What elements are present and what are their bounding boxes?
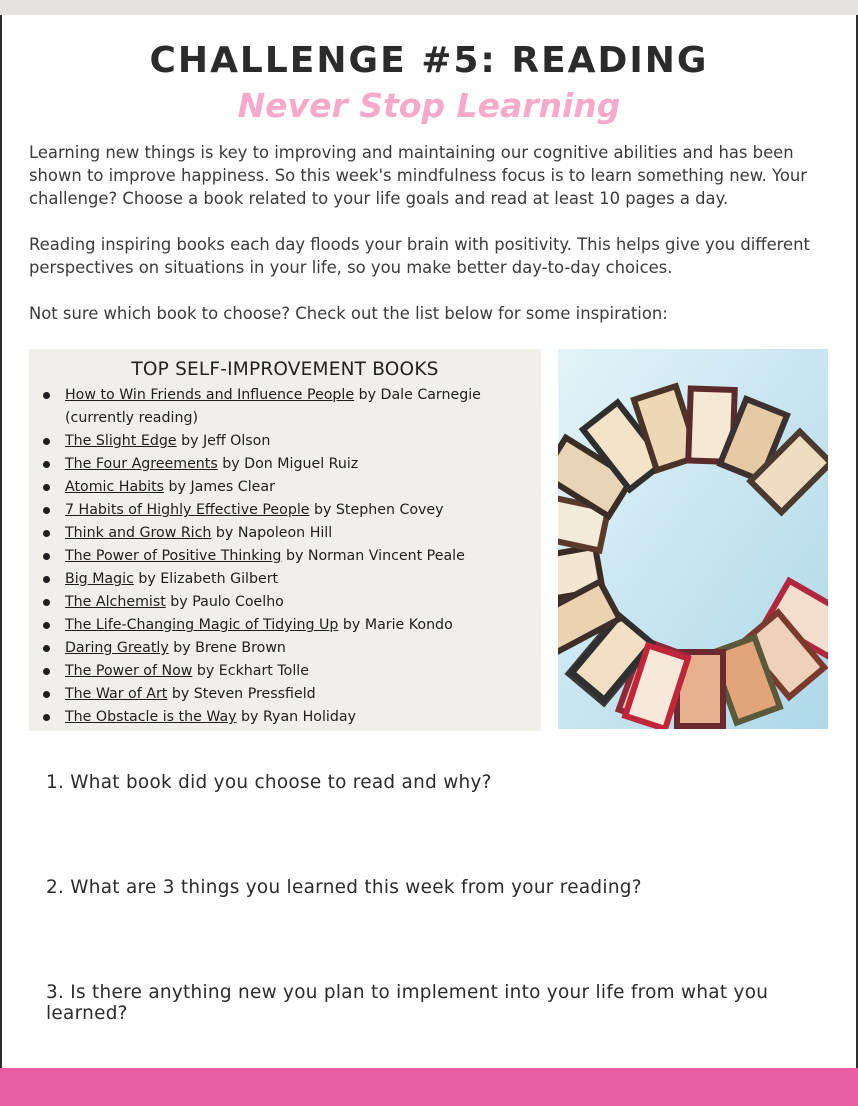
book-title-link[interactable]: The Power of Positive Thinking xyxy=(65,548,282,564)
book-list-item xyxy=(29,384,541,430)
book-title-link[interactable]: The Slight Edge xyxy=(65,433,177,449)
book-list-item xyxy=(29,476,541,499)
book-title-link[interactable]: The Life-Changing Magic of Tidying Up xyxy=(65,617,339,633)
book-author: by Paulo Coelho xyxy=(165,594,284,610)
book-author: by Norman Vincent Peale xyxy=(281,548,465,564)
page-subtitle: Never Stop Learning xyxy=(237,86,621,125)
books-circle-illustration xyxy=(558,349,828,729)
question-3: 3. Is there anything new you plan to implement into your life from what you learned? xyxy=(46,982,769,1024)
book-list-item xyxy=(29,683,541,706)
book-title-link[interactable]: Big Magic xyxy=(65,571,134,587)
question-1: 1. What book did you choose to read and why? xyxy=(46,772,492,793)
book-author: by Ryan Holiday xyxy=(236,709,356,725)
book-list-item xyxy=(29,660,541,683)
book-author: by James Clear xyxy=(164,479,275,495)
book-author: by Don Miguel Ruiz xyxy=(217,456,359,472)
book-title-link[interactable]: Think and Grow Rich xyxy=(65,525,212,541)
book-title-link[interactable]: The Obstacle is the Way xyxy=(65,709,237,725)
book-title-link[interactable]: Daring Greatly xyxy=(65,640,169,656)
book-author: by Jeff Olson xyxy=(176,433,271,449)
book-author: by Dale Carnegie xyxy=(354,387,481,403)
book-author: by Brene Brown xyxy=(168,640,286,656)
book-list-item xyxy=(29,522,541,545)
book-list-item xyxy=(29,430,541,453)
book-list-item xyxy=(29,637,541,660)
book-title-link[interactable]: The War of Art xyxy=(65,686,168,702)
book-list-item xyxy=(29,568,541,591)
book-list-panel xyxy=(29,349,541,731)
page-title: CHALLENGE #5: READING xyxy=(149,40,709,81)
book-list-item xyxy=(29,614,541,637)
book-list-heading: TOP SELF-IMPROVEMENT BOOKS xyxy=(131,359,439,380)
book-list xyxy=(29,384,541,729)
book-author: by Steven Pressfield xyxy=(167,686,316,702)
book-author: by Napoleon Hill xyxy=(211,525,333,541)
intro-paragraph-1: Learning new things is key to improving and maintaining our cognitive abilities and has been shown to improve happiness. So this week's mindfulness focus is to learn something new. Your challenge? Choose a book related to your life goals and read at least 10 pages a day. xyxy=(29,143,808,208)
intro-paragraph-2: Reading inspiring books each day floods your brain with positivity. This helps give you different perspectives on situations in your life, so you make better day-to-day choices. xyxy=(29,235,810,277)
question-2: 2. What are 3 things you learned this week from your reading? xyxy=(46,877,642,898)
book-author: by Elizabeth Gilbert xyxy=(133,571,279,587)
book-list-item xyxy=(29,499,541,522)
books-photo xyxy=(558,349,828,729)
book-title-link[interactable]: Atomic Habits xyxy=(65,479,165,495)
book-author: by Eckhart Tolle xyxy=(192,663,309,679)
book-list-item xyxy=(29,706,541,729)
book-list-item xyxy=(29,545,541,568)
book-author: by Stephen Covey xyxy=(309,502,444,518)
book-title-link[interactable]: The Power of Now xyxy=(65,663,193,679)
book-author: by Marie Kondo xyxy=(338,617,453,633)
book-title-link[interactable]: 7 Habits of Highly Effective People xyxy=(65,502,310,518)
book-title-link[interactable]: How to Win Friends and Influence People xyxy=(65,387,355,403)
book-list-item xyxy=(29,453,541,476)
book-title-link[interactable]: The Four Agreements xyxy=(65,456,218,472)
top-bar xyxy=(0,0,858,15)
book-note: (currently reading) xyxy=(65,410,198,426)
intro-paragraph-3: Not sure which book to choose? Check out the list below for some inspiration: xyxy=(29,304,668,323)
book-list-item xyxy=(29,591,541,614)
book-title-link[interactable]: The Alchemist xyxy=(65,594,166,610)
footer-bar xyxy=(0,1068,858,1106)
